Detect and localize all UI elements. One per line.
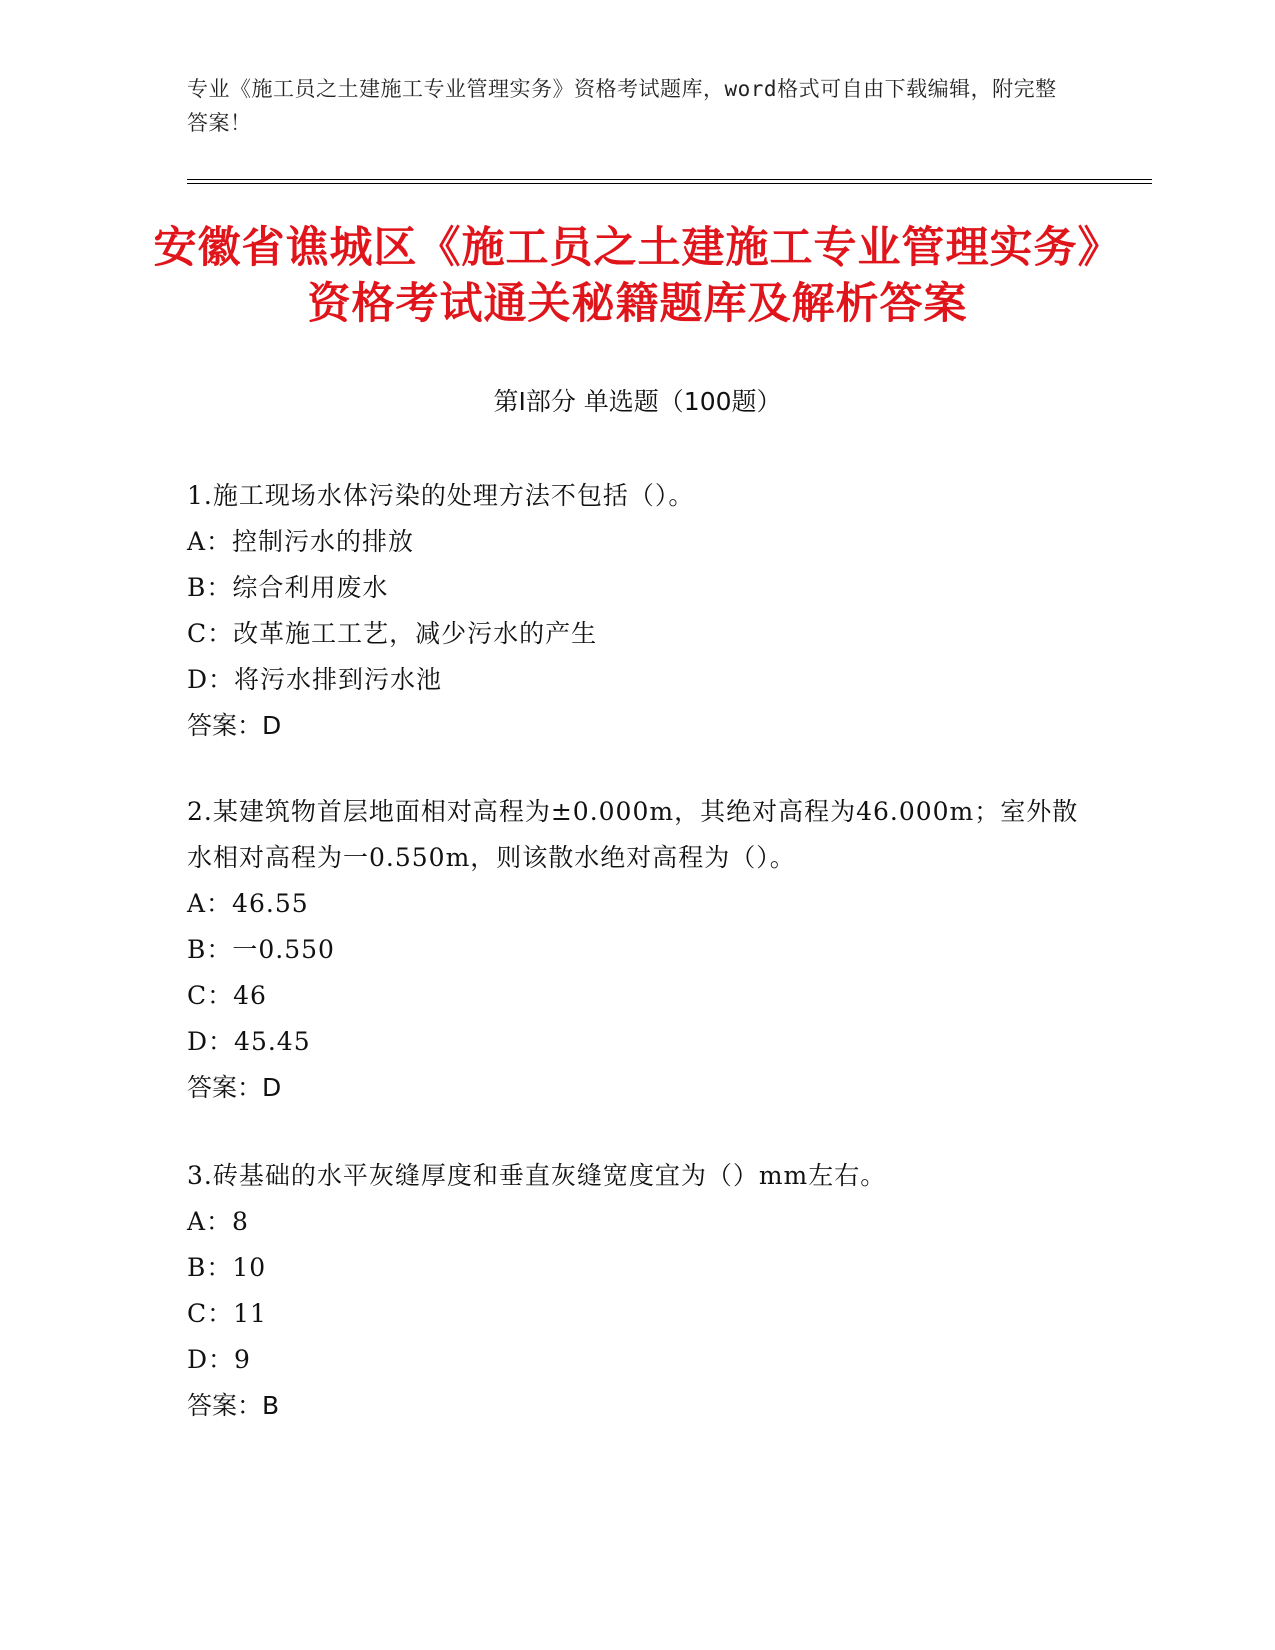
question-block bbox=[187, 789, 1087, 1111]
question-stem: 2.某建筑物首层地面相对高程为±0.000m，其绝对高程为46.000m；室外散水相对高程为一0.550m，则该散水绝对高程为（）。 bbox=[187, 797, 1079, 872]
option-c: C：46 bbox=[187, 981, 267, 1010]
question-block bbox=[187, 473, 1087, 749]
option-a: A：46.55 bbox=[187, 889, 309, 918]
option-d: D：9 bbox=[187, 1345, 251, 1374]
question-block bbox=[187, 1153, 1087, 1429]
header-divider-thin bbox=[187, 179, 1152, 180]
question-stem: 1.施工现场水体污染的处理方法不包括（）。 bbox=[187, 481, 695, 510]
answer-line: 答案：B bbox=[187, 1391, 280, 1420]
option-c: C：改革施工工艺，减少污水的产生 bbox=[187, 619, 598, 648]
document-title: 安徽省谯城区《施工员之土建施工专业管理实务》资格考试通关秘籍题库及解析答案 bbox=[153, 223, 1122, 329]
question-stem: 3.砖基础的水平灰缝厚度和垂直灰缝宽度宜为（）mm左右。 bbox=[187, 1161, 887, 1190]
header-divider-thick bbox=[187, 183, 1152, 184]
answer-line: 答案：D bbox=[187, 1073, 282, 1102]
option-b: B：一0.550 bbox=[187, 935, 335, 964]
option-a: A：8 bbox=[187, 1207, 249, 1236]
option-a: A：控制污水的排放 bbox=[187, 527, 415, 556]
option-d: D：将污水排到污水池 bbox=[187, 665, 443, 694]
section-title: 第Ⅰ部分 单选题（100题） bbox=[493, 387, 782, 416]
answer-line: 答案：D bbox=[187, 711, 282, 740]
option-c: C：11 bbox=[187, 1299, 267, 1328]
header-note: 专业《施工员之土建施工专业管理实务》资格考试题库，word格式可自由下载编辑，附完整答案！ bbox=[187, 77, 1057, 135]
option-d: D：45.45 bbox=[187, 1027, 311, 1056]
option-b: B：10 bbox=[187, 1253, 267, 1282]
option-b: B：综合利用废水 bbox=[187, 573, 389, 602]
